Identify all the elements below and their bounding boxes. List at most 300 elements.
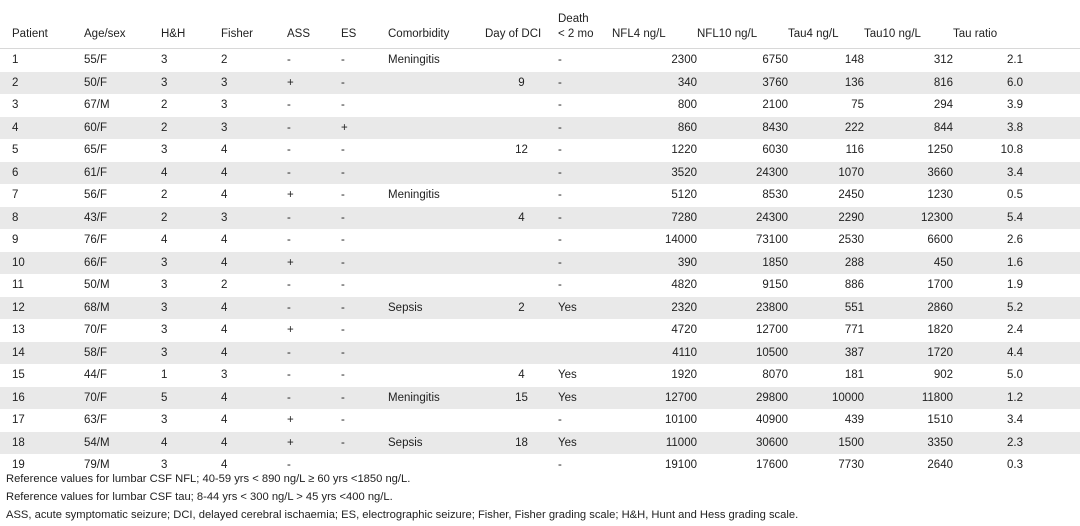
table-row: [0, 94, 1080, 117]
cell-ass: -: [287, 454, 341, 477]
cell-spacer: [1023, 72, 1080, 95]
cell-tau10: 1720: [864, 342, 953, 365]
cell-dci: [485, 162, 558, 185]
cell-tau4: 2290: [788, 207, 864, 230]
footnote-tau-reference: Reference values for lumbar CSF tau; 8-44 yrs < 300 ng/L > 45 yrs <400 ng/L.: [6, 491, 393, 503]
cell-fisher: 4: [221, 454, 287, 477]
cell-nfl10: 8530: [697, 184, 788, 207]
table-row: [0, 387, 1080, 410]
cell-nfl10: 10500: [697, 342, 788, 365]
cell-patient: 5: [0, 139, 84, 162]
cell-comorbidity: [388, 229, 485, 252]
cell-death: -: [558, 162, 612, 185]
cell-comorbidity: [388, 274, 485, 297]
cell-nfl10: 9150: [697, 274, 788, 297]
cell-tau4: 116: [788, 139, 864, 162]
cell-age-sex: 50/M: [84, 274, 161, 297]
cell-nfl4: 11000: [612, 432, 697, 455]
header-ass: ASS: [287, 0, 341, 49]
cell-death: -: [558, 94, 612, 117]
header-death: [558, 0, 612, 49]
cell-patient: 17: [0, 409, 84, 432]
cell-tau-ratio: 3.4: [953, 162, 1023, 185]
cell-death: Yes: [558, 297, 612, 320]
cell-spacer: [1023, 364, 1080, 387]
cell-patient: 2: [0, 72, 84, 95]
cell-tau-ratio: 1.9: [953, 274, 1023, 297]
header-patient: Patient: [0, 0, 84, 49]
header-hh: H&H: [161, 0, 221, 49]
cell-age-sex: 70/F: [84, 387, 161, 410]
cell-dci: [485, 229, 558, 252]
table-body: [0, 49, 1080, 477]
cell-tau10: 2860: [864, 297, 953, 320]
cell-nfl10: 8430: [697, 117, 788, 140]
cell-spacer: [1023, 162, 1080, 185]
cell-es: -: [341, 72, 388, 95]
table-row: [0, 432, 1080, 455]
cell-es: -: [341, 162, 388, 185]
cell-patient: 1: [0, 49, 84, 72]
cell-patient: 18: [0, 432, 84, 455]
header-dci: Day of DCI: [485, 0, 558, 49]
cell-fisher: 4: [221, 342, 287, 365]
footnote-abbreviations: ASS, acute symptomatic seizure; DCI, delayed cerebral ischaemia; ES, electrographic seizure; Fisher, Fisher grading scale; H&H, Hunt and Hess grading scale.: [6, 509, 799, 521]
cell-death: -: [558, 252, 612, 275]
cell-es: -: [341, 184, 388, 207]
cell-tau4: 1500: [788, 432, 864, 455]
cell-hh: 2: [161, 94, 221, 117]
cell-patient: 6: [0, 162, 84, 185]
cell-fisher: 4: [221, 432, 287, 455]
cell-death: [558, 342, 612, 365]
cell-nfl10: 23800: [697, 297, 788, 320]
cell-es: -: [341, 342, 388, 365]
cell-comorbidity: [388, 319, 485, 342]
cell-dci: [485, 252, 558, 275]
cell-dci: [485, 319, 558, 342]
cell-dci: 9: [485, 72, 558, 95]
table-row: [0, 207, 1080, 230]
cell-hh: 3: [161, 297, 221, 320]
cell-tau10: 1820: [864, 319, 953, 342]
cell-dci: [485, 117, 558, 140]
cell-spacer: [1023, 49, 1080, 72]
cell-tau-ratio: 2.1: [953, 49, 1023, 72]
cell-nfl4: 340: [612, 72, 697, 95]
cell-es: -: [341, 49, 388, 72]
cell-spacer: [1023, 139, 1080, 162]
cell-nfl10: 2100: [697, 94, 788, 117]
header-tau10: Tau10 ng/L: [864, 0, 953, 49]
cell-nfl10: 12700: [697, 319, 788, 342]
cell-tau-ratio: 10.8: [953, 139, 1023, 162]
cell-hh: 4: [161, 229, 221, 252]
cell-spacer: [1023, 432, 1080, 455]
cell-dci: 4: [485, 364, 558, 387]
cell-ass: -: [287, 139, 341, 162]
cell-age-sex: 66/F: [84, 252, 161, 275]
cell-tau-ratio: 3.9: [953, 94, 1023, 117]
cell-spacer: [1023, 94, 1080, 117]
cell-nfl4: 7280: [612, 207, 697, 230]
table-row: [0, 117, 1080, 140]
cell-patient: 13: [0, 319, 84, 342]
cell-death: -: [558, 139, 612, 162]
cell-tau4: 387: [788, 342, 864, 365]
cell-tau10: 312: [864, 49, 953, 72]
cell-hh: 3: [161, 139, 221, 162]
cell-nfl4: 12700: [612, 387, 697, 410]
cell-tau-ratio: 2.3: [953, 432, 1023, 455]
cell-nfl10: 6750: [697, 49, 788, 72]
cell-tau10: 816: [864, 72, 953, 95]
cell-fisher: 3: [221, 94, 287, 117]
cell-fisher: 4: [221, 409, 287, 432]
cell-tau10: 844: [864, 117, 953, 140]
cell-patient: 3: [0, 94, 84, 117]
cell-hh: 3: [161, 319, 221, 342]
cell-age-sex: 70/F: [84, 319, 161, 342]
header-fisher: Fisher: [221, 0, 287, 49]
cell-spacer: [1023, 319, 1080, 342]
cell-fisher: 4: [221, 319, 287, 342]
cell-tau-ratio: 2.6: [953, 229, 1023, 252]
cell-es: -: [341, 409, 388, 432]
cell-age-sex: 68/M: [84, 297, 161, 320]
cell-death: Yes: [558, 364, 612, 387]
cell-death: -: [558, 454, 612, 477]
table-row: [0, 409, 1080, 432]
cell-comorbidity: [388, 162, 485, 185]
table-row: [0, 274, 1080, 297]
cell-nfl4: 4820: [612, 274, 697, 297]
table-row: [0, 184, 1080, 207]
cell-hh: 4: [161, 432, 221, 455]
cell-age-sex: 63/F: [84, 409, 161, 432]
table-header-row: [0, 0, 1080, 49]
cell-ass: +: [287, 432, 341, 455]
cell-hh: 3: [161, 342, 221, 365]
cell-tau-ratio: 5.0: [953, 364, 1023, 387]
cell-patient: 4: [0, 117, 84, 140]
header-tau4: Tau4 ng/L: [788, 0, 864, 49]
cell-age-sex: 67/M: [84, 94, 161, 117]
cell-spacer: [1023, 184, 1080, 207]
cell-tau4: 181: [788, 364, 864, 387]
cell-death: Yes: [558, 387, 612, 410]
cell-nfl4: 3520: [612, 162, 697, 185]
cell-nfl10: 24300: [697, 207, 788, 230]
table-row: [0, 342, 1080, 365]
cell-es: -: [341, 274, 388, 297]
cell-patient: 10: [0, 252, 84, 275]
cell-nfl10: 30600: [697, 432, 788, 455]
cell-tau4: 2530: [788, 229, 864, 252]
cell-ass: -: [287, 207, 341, 230]
cell-death: -: [558, 229, 612, 252]
cell-patient: 12: [0, 297, 84, 320]
cell-ass: -: [287, 297, 341, 320]
cell-fisher: 3: [221, 364, 287, 387]
cell-comorbidity: [388, 139, 485, 162]
cell-tau-ratio: 0.5: [953, 184, 1023, 207]
cell-hh: 3: [161, 72, 221, 95]
cell-ass: +: [287, 184, 341, 207]
cell-hh: 2: [161, 117, 221, 140]
cell-nfl10: 17600: [697, 454, 788, 477]
cell-comorbidity: Meningitis: [388, 49, 485, 72]
table-row: [0, 162, 1080, 185]
cell-age-sex: 76/F: [84, 229, 161, 252]
table-row: [0, 139, 1080, 162]
cell-hh: 2: [161, 207, 221, 230]
cell-spacer: [1023, 342, 1080, 365]
cell-hh: 3: [161, 274, 221, 297]
table-row: [0, 364, 1080, 387]
table-row: [0, 229, 1080, 252]
cell-nfl10: 24300: [697, 162, 788, 185]
cell-hh: 4: [161, 162, 221, 185]
cell-fisher: 4: [221, 297, 287, 320]
cell-spacer: [1023, 229, 1080, 252]
cell-comorbidity: [388, 364, 485, 387]
cell-tau10: 1230: [864, 184, 953, 207]
cell-tau10: 6600: [864, 229, 953, 252]
cell-tau10: 902: [864, 364, 953, 387]
cell-fisher: 4: [221, 184, 287, 207]
cell-tau4: 222: [788, 117, 864, 140]
cell-comorbidity: Meningitis: [388, 387, 485, 410]
cell-dci: 4: [485, 207, 558, 230]
cell-death: [558, 319, 612, 342]
cell-fisher: 3: [221, 207, 287, 230]
cell-tau4: 148: [788, 49, 864, 72]
cell-comorbidity: [388, 207, 485, 230]
cell-ass: -: [287, 387, 341, 410]
cell-tau-ratio: 5.2: [953, 297, 1023, 320]
cell-ass: +: [287, 319, 341, 342]
cell-ass: +: [287, 72, 341, 95]
cell-tau-ratio: 0.3: [953, 454, 1023, 477]
header-spacer: [1023, 0, 1080, 49]
cell-nfl4: 4110: [612, 342, 697, 365]
cell-age-sex: 61/F: [84, 162, 161, 185]
cell-tau10: 1250: [864, 139, 953, 162]
cell-tau-ratio: 5.4: [953, 207, 1023, 230]
cell-fisher: 4: [221, 252, 287, 275]
cell-dci: [485, 342, 558, 365]
cell-spacer: [1023, 117, 1080, 140]
cell-ass: -: [287, 117, 341, 140]
cell-death: -: [558, 72, 612, 95]
table-row: [0, 49, 1080, 72]
cell-tau4: 439: [788, 409, 864, 432]
cell-ass: -: [287, 162, 341, 185]
cell-tau4: 551: [788, 297, 864, 320]
cell-nfl4: 19100: [612, 454, 697, 477]
table-row: [0, 319, 1080, 342]
cell-tau4: 1070: [788, 162, 864, 185]
cell-fisher: 2: [221, 274, 287, 297]
table-footnotes: [6, 470, 798, 524]
cell-comorbidity: [388, 72, 485, 95]
header-death-line2: < 2 mo: [558, 28, 594, 40]
cell-hh: 3: [161, 49, 221, 72]
cell-fisher: 4: [221, 387, 287, 410]
cell-fisher: 4: [221, 139, 287, 162]
cell-dci: 15: [485, 387, 558, 410]
cell-hh: 3: [161, 409, 221, 432]
cell-fisher: 4: [221, 229, 287, 252]
cell-age-sex: 50/F: [84, 72, 161, 95]
cell-death: -: [558, 274, 612, 297]
cell-fisher: 3: [221, 72, 287, 95]
cell-patient: 9: [0, 229, 84, 252]
cell-ass: -: [287, 229, 341, 252]
cell-death: -: [558, 409, 612, 432]
cell-dci: [485, 409, 558, 432]
cell-tau-ratio: 4.4: [953, 342, 1023, 365]
cell-nfl10: 6030: [697, 139, 788, 162]
cell-tau10: 3350: [864, 432, 953, 455]
cell-ass: +: [287, 409, 341, 432]
cell-es: -: [341, 252, 388, 275]
cell-ass: -: [287, 274, 341, 297]
cell-tau4: 2450: [788, 184, 864, 207]
cell-nfl4: 2300: [612, 49, 697, 72]
cell-es: -: [341, 139, 388, 162]
cell-hh: 1: [161, 364, 221, 387]
cell-nfl4: 4720: [612, 319, 697, 342]
cell-hh: 3: [161, 252, 221, 275]
header-es: ES: [341, 0, 388, 49]
cell-es: -: [341, 319, 388, 342]
cell-spacer: [1023, 252, 1080, 275]
cell-hh: 5: [161, 387, 221, 410]
footnote-nfl-reference: Reference values for lumbar CSF NFL; 40-59 yrs < 890 ng/L ≥ 60 yrs <1850 ng/L.: [6, 473, 411, 485]
cell-age-sex: 56/F: [84, 184, 161, 207]
cell-comorbidity: Sepsis: [388, 297, 485, 320]
cell-tau10: 294: [864, 94, 953, 117]
cell-tau-ratio: 1.6: [953, 252, 1023, 275]
cell-tau10: 12300: [864, 207, 953, 230]
cell-tau4: 886: [788, 274, 864, 297]
cell-nfl10: 3760: [697, 72, 788, 95]
cell-nfl4: 860: [612, 117, 697, 140]
cell-dci: [485, 184, 558, 207]
cell-nfl4: 2320: [612, 297, 697, 320]
cell-ass: +: [287, 252, 341, 275]
cell-tau4: 10000: [788, 387, 864, 410]
cell-tau10: 2640: [864, 454, 953, 477]
cell-nfl4: 1920: [612, 364, 697, 387]
cell-es: -: [341, 432, 388, 455]
cell-comorbidity: [388, 94, 485, 117]
cell-nfl10: 1850: [697, 252, 788, 275]
cell-comorbidity: [388, 252, 485, 275]
cell-dci: [485, 94, 558, 117]
header-tau-ratio: Tau ratio: [953, 0, 1023, 49]
cell-nfl10: 73100: [697, 229, 788, 252]
cell-comorbidity: [388, 342, 485, 365]
cell-tau-ratio: 1.2: [953, 387, 1023, 410]
cell-patient: 15: [0, 364, 84, 387]
cell-tau10: 1700: [864, 274, 953, 297]
cell-death: Yes: [558, 432, 612, 455]
cell-nfl4: 800: [612, 94, 697, 117]
cell-es: -: [341, 94, 388, 117]
cell-tau-ratio: 3.8: [953, 117, 1023, 140]
cell-tau4: 771: [788, 319, 864, 342]
cell-es: -: [341, 229, 388, 252]
cell-tau4: 288: [788, 252, 864, 275]
cell-comorbidity: [388, 409, 485, 432]
cell-comorbidity: Sepsis: [388, 432, 485, 455]
cell-nfl4: 390: [612, 252, 697, 275]
header-death-line1: Death: [558, 13, 589, 25]
cell-fisher: 3: [221, 117, 287, 140]
cell-spacer: [1023, 207, 1080, 230]
table-row: [0, 252, 1080, 275]
cell-nfl4: 14000: [612, 229, 697, 252]
cell-patient: 14: [0, 342, 84, 365]
cell-dci: [485, 49, 558, 72]
cell-age-sex: 58/F: [84, 342, 161, 365]
cell-fisher: 4: [221, 162, 287, 185]
cell-es: -: [341, 207, 388, 230]
header-age-sex: Age/sex: [84, 0, 161, 49]
cell-fisher: 2: [221, 49, 287, 72]
cell-dci: 2: [485, 297, 558, 320]
cell-nfl10: 40900: [697, 409, 788, 432]
table-row: [0, 72, 1080, 95]
cell-tau-ratio: 3.4: [953, 409, 1023, 432]
header-nfl10: NFL10 ng/L: [697, 0, 788, 49]
cell-dci: 12: [485, 139, 558, 162]
cell-ass: -: [287, 49, 341, 72]
header-comorbidity: Comorbidity: [388, 0, 485, 49]
cell-age-sex: 65/F: [84, 139, 161, 162]
cell-nfl4: 10100: [612, 409, 697, 432]
cell-tau4: 136: [788, 72, 864, 95]
cell-ass: -: [287, 342, 341, 365]
cell-spacer: [1023, 274, 1080, 297]
cell-age-sex: 55/F: [84, 49, 161, 72]
cell-tau4: 7730: [788, 454, 864, 477]
table-row: [0, 297, 1080, 320]
cell-hh: 3: [161, 454, 221, 477]
cell-tau4: 75: [788, 94, 864, 117]
cell-patient: 8: [0, 207, 84, 230]
cell-nfl10: 29800: [697, 387, 788, 410]
cell-patient: 7: [0, 184, 84, 207]
cell-spacer: [1023, 409, 1080, 432]
cell-age-sex: 54/M: [84, 432, 161, 455]
cell-dci: 18: [485, 432, 558, 455]
cell-spacer: [1023, 454, 1080, 477]
cell-tau-ratio: 2.4: [953, 319, 1023, 342]
cell-tau-ratio: 6.0: [953, 72, 1023, 95]
cell-death: -: [558, 49, 612, 72]
cell-age-sex: 44/F: [84, 364, 161, 387]
cell-spacer: [1023, 387, 1080, 410]
cell-patient: 19: [0, 454, 84, 477]
header-nfl4: NFL4 ng/L: [612, 0, 697, 49]
cell-es: -: [341, 364, 388, 387]
cell-age-sex: 43/F: [84, 207, 161, 230]
cell-comorbidity: [388, 117, 485, 140]
